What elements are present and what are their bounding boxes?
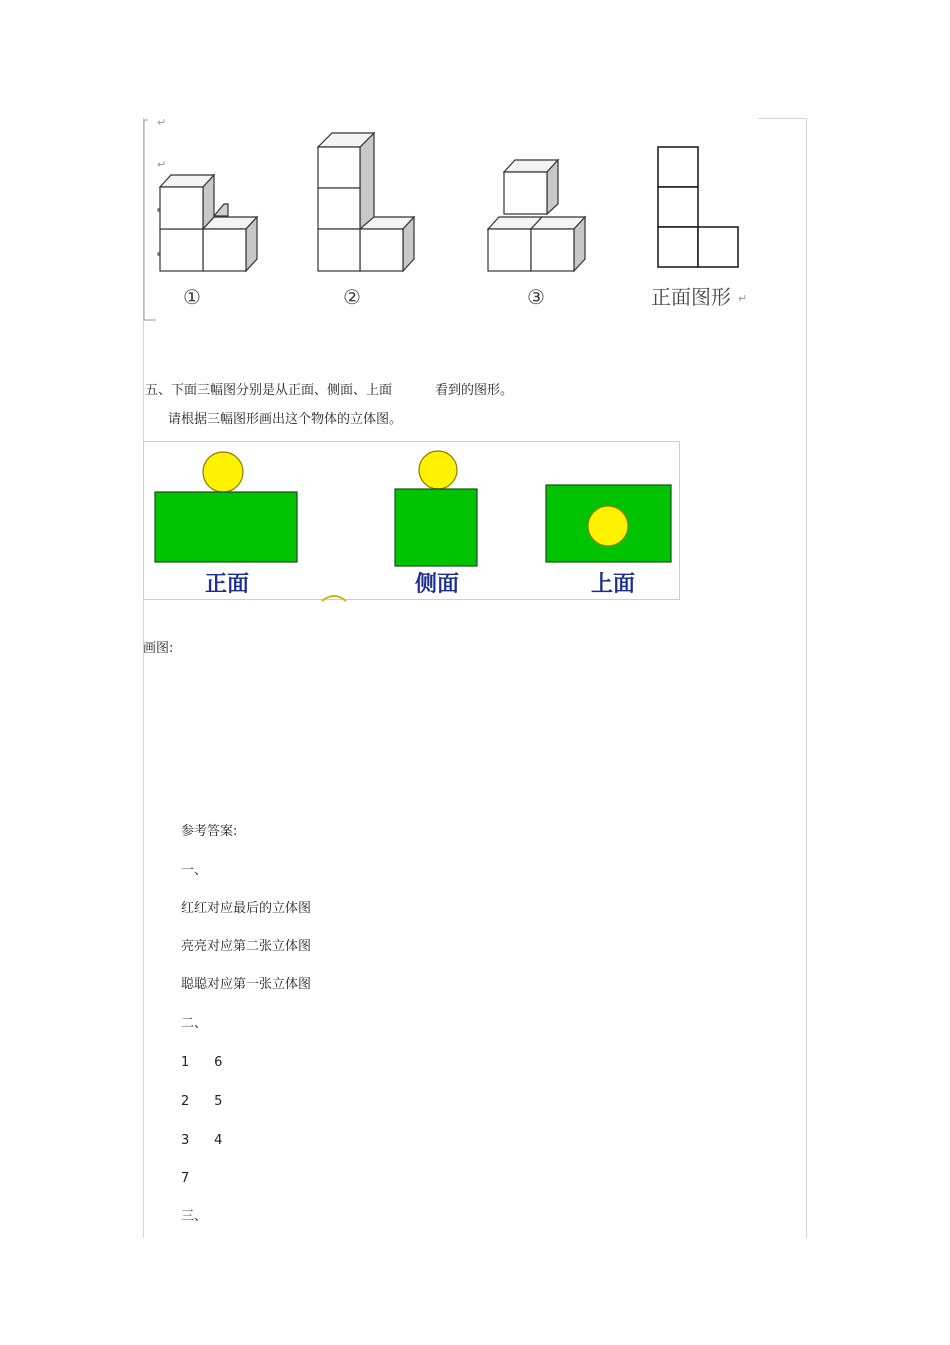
figure1-top-line [758,118,806,119]
figure-artifact [320,592,350,602]
cube-stack-2 [318,133,414,271]
answer-line: 红红对应最后的立体图 [181,901,312,916]
front-view-ball [203,452,243,492]
cube-figure [140,112,760,324]
figure1-label-front: 正面图形 [651,285,731,309]
page-border-right [806,118,807,1238]
answer-line: 二、 [181,1016,208,1031]
figure1-label-2: ② [343,285,361,309]
top-view-ball [588,506,628,546]
svg-text:↵: ↵ [738,292,748,305]
side-view-ball [419,451,457,489]
question-5-line1-tail: 看到的图形。 [435,383,514,398]
top-view-label: 上面 [590,572,636,597]
front-view-block [155,492,297,562]
question-5-line2: 请根据三幅图形画出这个物体的立体图。 [168,412,403,427]
three-views-figure [143,441,683,601]
side-view-block [395,489,477,566]
answer-line: 7 [181,1171,190,1186]
front-view-outline [658,147,738,267]
answers-title: 参考答案: [181,824,238,839]
answer-line: 三、 [181,1209,208,1224]
question-5-line1: 五、下面三幅图分别是从正面、侧面、上面 [145,383,393,398]
answer-line: 1 6 [181,1055,223,1070]
answer-line: 2 5 [181,1094,223,1109]
answer-line: 聪聪对应第一张立体图 [181,977,312,992]
cube-stack-1 [160,175,257,271]
figure1-label-3: ③ [527,285,545,309]
svg-text:↵: ↵ [157,158,167,171]
side-view-label: 侧面 [414,572,460,597]
front-view-label: 正面 [204,572,250,597]
answer-line: 3 4 [181,1133,223,1148]
cube-stack-3 [488,160,585,271]
draw-label: 画图: [143,641,174,656]
answer-line: 亮亮对应第二张立体图 [181,939,312,954]
svg-text:↵: ↵ [157,116,167,129]
answer-line: 一、 [181,863,208,878]
figure1-label-1: ① [183,285,201,309]
